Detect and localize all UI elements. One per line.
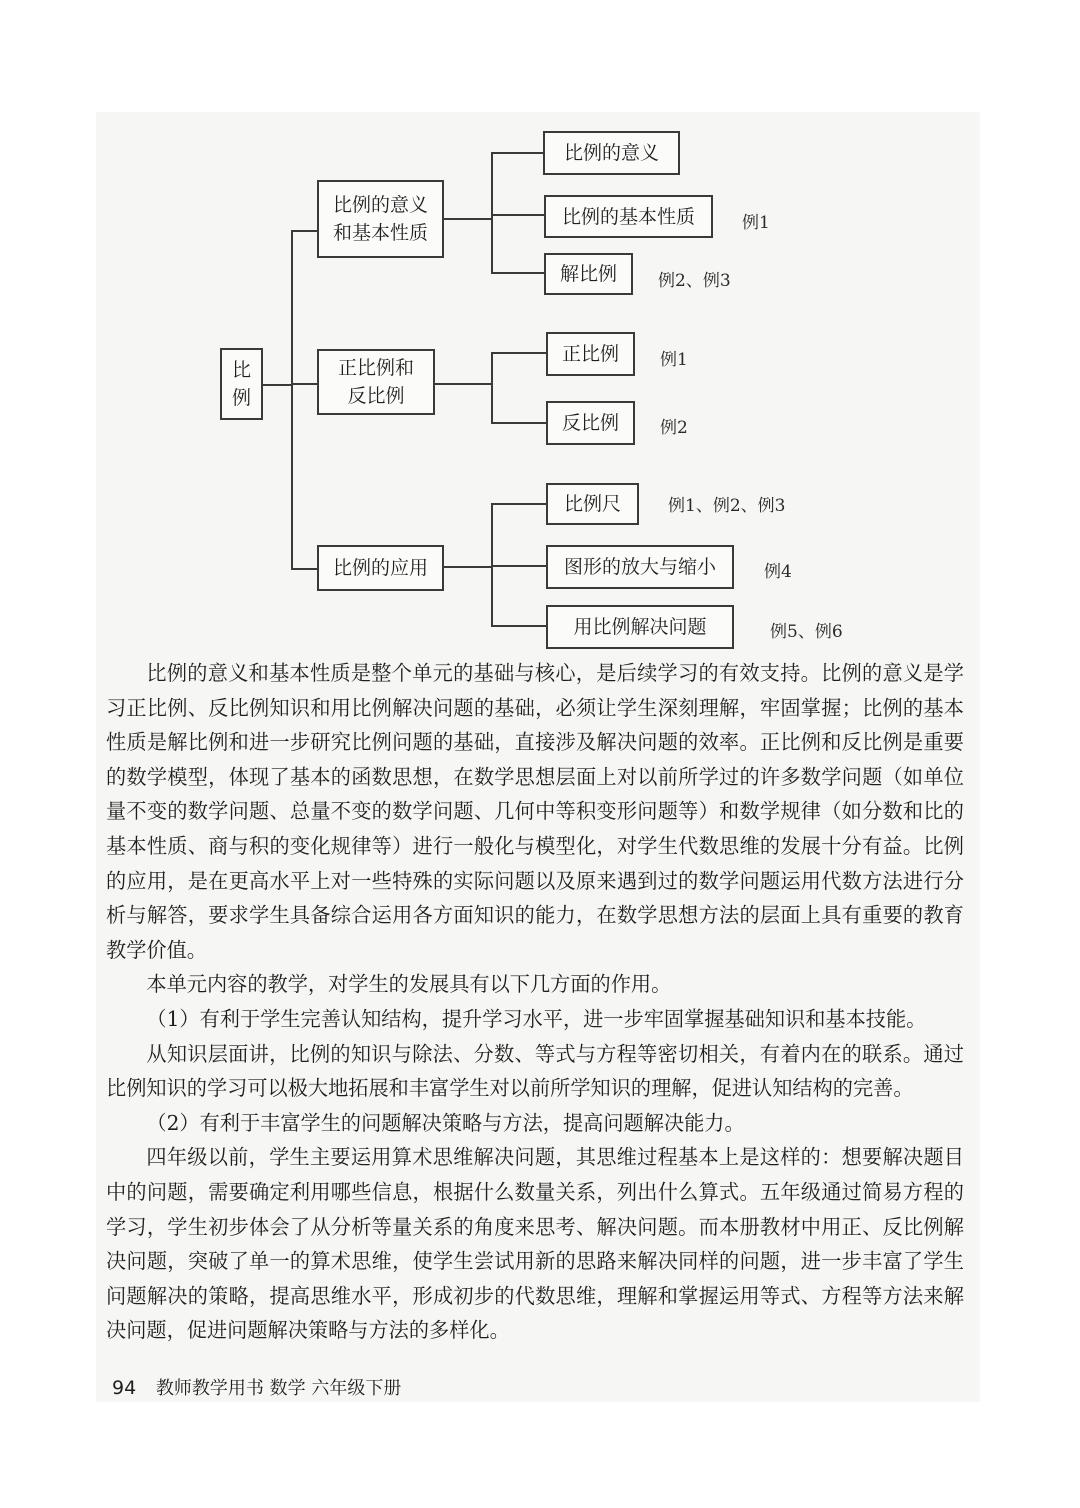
branch-label-line: 比例的应用	[332, 557, 428, 579]
branch-label-line: 正比例和	[337, 357, 414, 379]
paragraph: 比例的意义和基本性质是整个单元的基础与核心，是后续学习的有效支持。比例的意义是学习正比例、反比例知识和用比例解决问题的基础，必须让学生深刻理解，牢固掌握；比例的基本性质是解比例和进一步研究比例问题的基础，直接涉及解决问题的效率。正比例和反比例是重要的数学模型，体现了基本的函数思想，在数学思想层面上对以前所学过的许多数学问题（如单位量不变的数学问题、总量不变的数学问题、几何中等积变形问题等）和数学规律（如分数和比的基本性质、商与积的变化规律等）进行一般化与模型化，对学生代数思维的发展十分有益。比例的应用，是在更高水平上对一些特殊的实际问题以及原来遇到过的数学问题运用代数方法进行分析与解答，要求学生具备综合运用各方面知识的能力，在数学思想方法的层面上具有重要的教育教学价值。	[106, 661, 964, 962]
branch-label-line: 比例的意义	[332, 194, 428, 216]
paragraph: 从知识层面讲，比例的知识与除法、分数、等式与方程等密切相关，有着内在的联系。通过比例知识的学习可以极大地拓展和丰富学生对以前所学知识的理解，促进认知结构的完善。	[106, 1041, 964, 1101]
leaf-node	[544, 195, 713, 238]
leaf-node	[546, 401, 635, 445]
root-label-line: 例	[231, 387, 251, 409]
leaf-node	[546, 605, 734, 649]
leaf-label: 比例的基本性质	[561, 205, 695, 228]
branch-node-application	[317, 545, 444, 591]
connector-line	[291, 230, 318, 232]
connector-line	[491, 565, 547, 567]
leaf-label: 图形的放大与缩小	[563, 556, 716, 578]
example-note: 例1、例2、例3	[668, 496, 786, 516]
connector-line	[491, 503, 547, 505]
leaf-node	[544, 253, 633, 295]
connector-line	[443, 566, 492, 568]
page-footer	[112, 1374, 401, 1400]
branch-node-direct-inverse	[317, 349, 435, 415]
paragraph: 四年级以前，学生主要运用算术思维解决问题，其思维过程基本上是这样的：想要解决题目中的问题，需要确定利用哪些信息，根据什么数量关系，列出什么算式。五年级通过简易方程的学习，学生初步体会了从分析等量关系的角度来思考、解决问题。而本册教材中用正、反比例解决问题，突破了单一的算术思维，使学生尝试用新的思路来解决同样的问题，进一步丰富了学生问题解决的策略，提高思维水平，形成初步的代数思维，理解和掌握运用等式、方程等方法来解决问题，促进问题解决策略与方法的多样化。	[106, 1145, 964, 1343]
example-note: 例5、例6	[770, 622, 843, 642]
connector-line	[444, 218, 492, 220]
connector-line	[291, 230, 293, 570]
book-title: 教师教学用书 数学 六年级下册	[155, 1378, 402, 1399]
leaf-label: 比例的意义	[563, 142, 659, 164]
leaf-node	[543, 131, 680, 175]
branch-label-line: 和基本性质	[332, 222, 428, 244]
branch-label-line: 反比例	[347, 385, 405, 407]
connector-line	[491, 625, 547, 627]
leaf-label: 解比例	[559, 263, 617, 285]
body-text	[106, 656, 964, 1348]
connector-line	[491, 152, 493, 274]
example-note: 例1	[742, 213, 770, 233]
leaf-label: 比例尺	[563, 493, 621, 515]
example-note: 例1	[660, 350, 688, 370]
leaf-label: 正比例	[561, 343, 619, 365]
leaf-label: 用比例解决问题	[573, 616, 707, 638]
connector-line	[491, 272, 545, 274]
connector-line	[491, 352, 547, 354]
leaf-node	[546, 483, 639, 525]
paragraph: 本单元内容的教学，对学生的发展具有以下几方面的作用。	[146, 972, 672, 997]
connector-line	[491, 352, 493, 424]
root-node	[220, 348, 263, 420]
example-note: 例2	[660, 418, 688, 438]
paragraph: （2）有利于丰富学生的问题解决策略与方法，提高问题解决能力。	[146, 1110, 745, 1135]
connector-line	[491, 422, 547, 424]
connector-line	[291, 568, 318, 570]
connector-line	[262, 384, 292, 386]
connector-line	[434, 383, 492, 385]
branch-node-meaning-properties	[317, 180, 444, 258]
leaf-node	[546, 545, 734, 589]
leaf-label: 反比例	[561, 412, 619, 434]
connector-line	[491, 214, 545, 216]
leaf-node	[546, 332, 635, 376]
paragraph: （1）有利于学生完善认知结构，提升学习水平，进一步牢固掌握基础知识和基本技能。	[146, 1006, 927, 1031]
root-label-line: 比	[231, 359, 251, 381]
connector-line	[491, 152, 544, 154]
connector-line	[291, 383, 318, 385]
example-note: 例2、例3	[658, 271, 731, 291]
example-note: 例4	[764, 562, 792, 582]
page-number: 94	[112, 1377, 137, 1399]
